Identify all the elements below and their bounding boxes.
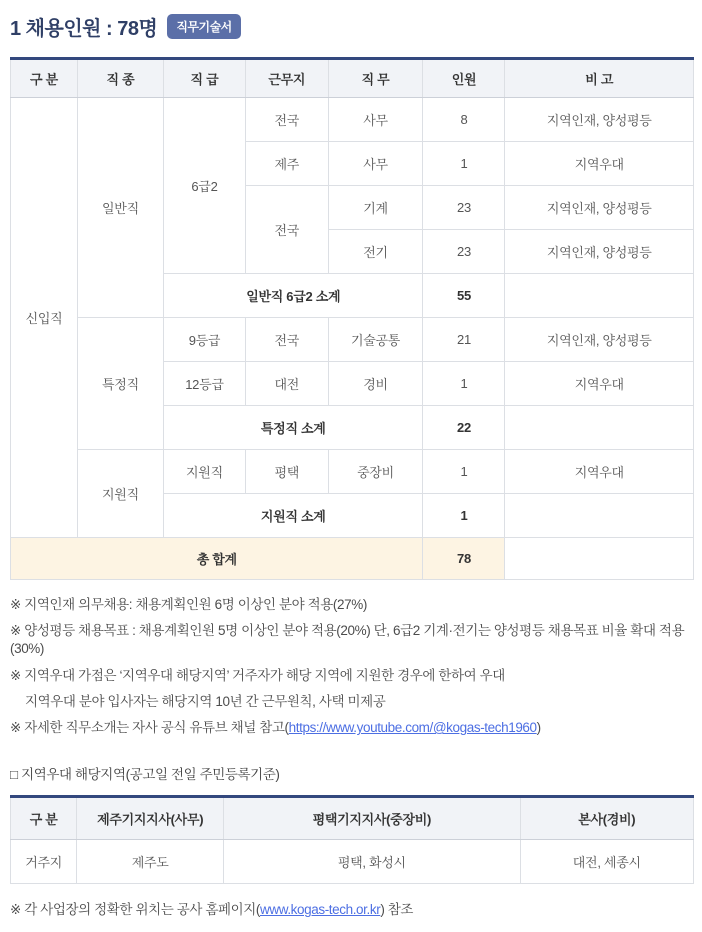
grand-total-row <box>11 538 694 580</box>
count-cell: 23 <box>423 230 505 274</box>
grade-cell: 지원직 <box>163 450 245 494</box>
header-workplace: 근무지 <box>245 59 328 98</box>
note-youtube-prefix: ※ 자세한 직무소개는 자사 공식 유튜브 채널 참고( <box>10 720 289 736</box>
workplace-cell: 전국 <box>245 186 328 274</box>
region-header-pyeongtaek: 평택기지지사(중장비) <box>224 797 520 840</box>
residence-label-cell: 거주지 <box>11 840 77 884</box>
grand-total-count-cell: 78 <box>423 538 505 580</box>
job-cell: 전기 <box>328 230 423 274</box>
job-cell: 중장비 <box>328 450 423 494</box>
count-cell: 1 <box>423 142 505 186</box>
note-regional-talent: ※ 지역인재 의무채용: 채용계획인원 6명 이상인 분야 적용(27%) <box>10 597 367 612</box>
job-description-badge[interactable]: 직무기술서 <box>167 14 240 39</box>
count-cell: 21 <box>423 318 505 362</box>
job-cell: 사무 <box>328 142 423 186</box>
footnote-suffix: ) 참조 <box>380 902 414 918</box>
recruitment-table-header-row <box>11 59 694 98</box>
region-table <box>10 795 694 884</box>
note-cell-empty <box>505 274 694 318</box>
title-bar <box>10 12 694 41</box>
workplace-cell: 전국 <box>245 98 328 142</box>
workplace-cell: 전국 <box>245 318 328 362</box>
job-cell: 기계 <box>328 186 423 230</box>
subtotal-label-cell: 특정직 소계 <box>163 406 423 450</box>
group-special-cell: 특정직 <box>77 318 163 450</box>
note-cell: 지역인재, 양성평등 <box>505 230 694 274</box>
count-cell: 1 <box>423 362 505 406</box>
subtotal-count-cell: 1 <box>423 494 505 538</box>
notes-section <box>10 596 694 737</box>
table-row <box>11 98 694 142</box>
subtotal-label-cell: 지원직 소계 <box>163 494 423 538</box>
note-cell-empty <box>505 406 694 450</box>
workplace-cell: 대전 <box>245 362 328 406</box>
subtotal-count-cell: 22 <box>423 406 505 450</box>
count-cell: 1 <box>423 450 505 494</box>
grade-cell: 6급2 <box>163 98 245 274</box>
grade-cell: 9등급 <box>163 318 245 362</box>
residence-pyeongtaek-cell: 평택, 화성시 <box>224 840 520 884</box>
group-general-cell: 일반직 <box>77 98 163 318</box>
workplace-cell: 제주 <box>245 142 328 186</box>
recruitment-table <box>10 57 694 580</box>
table-row <box>11 450 694 494</box>
residence-jeju-cell: 제주도 <box>77 840 224 884</box>
note-youtube-suffix: ) <box>536 720 541 736</box>
residence-bonsa-cell: 대전, 세종시 <box>520 840 693 884</box>
note-regional-preference: ※ 지역우대 가점은 ‘지역우대 해당지역’ 거주자가 해당 지역에 지원한 경우에 한하여 우대 <box>10 667 505 683</box>
subtotal-count-cell: 55 <box>423 274 505 318</box>
region-header-bonsa: 본사(경비) <box>520 797 693 840</box>
header-jikjong: 직 종 <box>77 59 163 98</box>
youtube-link[interactable]: https://www.youtube.com/@kogas-tech1960 <box>288 720 537 736</box>
region-header-gubun: 구 분 <box>11 797 77 840</box>
region-table-row <box>11 840 694 884</box>
homepage-link[interactable]: www.kogas-tech.or.kr <box>260 902 381 918</box>
workplace-cell: 평택 <box>245 450 328 494</box>
header-count: 인원 <box>423 59 505 98</box>
category-cell: 신입직 <box>11 98 78 538</box>
header-note: 비 고 <box>505 59 694 98</box>
region-table-header-row <box>11 797 694 840</box>
note-cell: 지역우대 <box>505 142 694 186</box>
grade-cell: 12등급 <box>163 362 245 406</box>
footnote-prefix: ※ 각 사업장의 정확한 위치는 공사 홈페이지( <box>10 902 261 918</box>
header-gubun: 구 분 <box>11 59 78 98</box>
note-cell: 지역우대 <box>505 362 694 406</box>
region-section-heading: □ 지역우대 해당지역(공고일 전일 주민등록기준) <box>10 767 280 783</box>
subtotal-label-cell: 일반직 6급2 소계 <box>163 274 423 318</box>
grand-total-label-cell: 총 합계 <box>11 538 423 580</box>
group-support-cell: 지원직 <box>77 450 163 538</box>
note-cell: 지역인재, 양성평등 <box>505 186 694 230</box>
header-job: 직 무 <box>328 59 423 98</box>
note-cell: 지역인재, 양성평등 <box>505 98 694 142</box>
note-cell: 지역우대 <box>505 450 694 494</box>
note-regional-preference-detail: 지역우대 분야 입사자는 해당지역 10년 간 근무원칙, 사택 미제공 <box>25 693 386 709</box>
note-cell-empty <box>505 538 694 580</box>
note-youtube <box>10 719 694 737</box>
count-cell: 23 <box>423 186 505 230</box>
header-jikgeup: 직 급 <box>163 59 245 98</box>
job-cell: 경비 <box>328 362 423 406</box>
table-row <box>11 318 694 362</box>
region-header-jeju: 제주기지지사(사무) <box>77 797 224 840</box>
count-cell: 8 <box>423 98 505 142</box>
note-cell-empty <box>505 494 694 538</box>
note-gender-equality: ※ 양성평등 채용목표 : 채용계획인원 5명 이상인 분야 적용(20%) 단, 6급2 기계·전기는 양성평등 채용목표 비율 확대 적용(30%) <box>10 623 685 657</box>
page-title: 1 채용인원 : 78명 <box>10 18 158 40</box>
job-cell: 사무 <box>328 98 423 142</box>
note-cell: 지역인재, 양성평등 <box>505 318 694 362</box>
job-cell: 기술공통 <box>328 318 423 362</box>
location-footnote <box>10 898 694 918</box>
